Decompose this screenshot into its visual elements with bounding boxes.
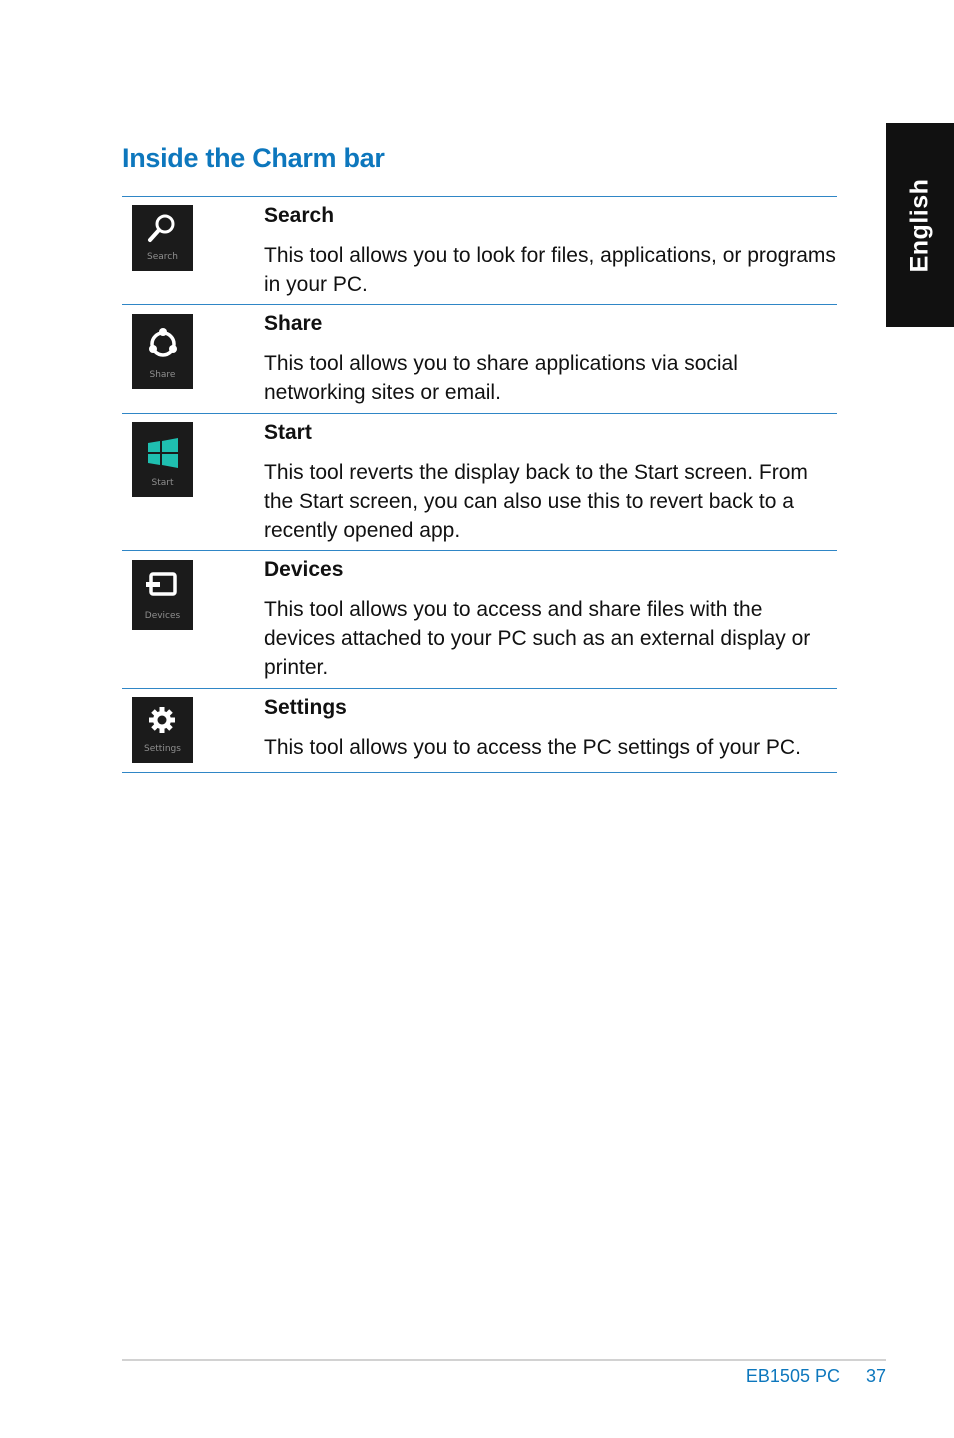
- charm-name: Devices: [264, 558, 344, 581]
- charm-row-search: [122, 197, 837, 305]
- charm-name: Settings: [264, 696, 347, 719]
- charm-row-devices: [122, 551, 837, 689]
- charm-description: This tool reverts the display back to the Start screen. From the Start screen, you can also use this to revert back to a recently opened app.: [264, 461, 808, 542]
- language-label: English: [905, 178, 934, 272]
- charm-row-start: [122, 414, 837, 551]
- devices-icon: [132, 560, 193, 630]
- charm-icon-caption: Search: [147, 252, 178, 262]
- charm-name: Search: [264, 204, 335, 227]
- section-title: Inside the Charm bar: [122, 143, 385, 173]
- charm-table: [122, 196, 837, 773]
- charm-icon-caption: Settings: [144, 744, 181, 754]
- charm-icon-caption: Start: [151, 478, 174, 488]
- charm-description: This tool allows you to access and share files with the devices attached to your PC such as an external display or printer.: [264, 598, 811, 679]
- charm-description: This tool allows you to share applications via social networking sites or email.: [264, 352, 738, 404]
- charm-description: This tool allows you to access the PC settings of your PC.: [264, 736, 801, 759]
- footer-product: EB1505 PC: [745, 1366, 840, 1386]
- windows-start-icon: [132, 422, 193, 497]
- language-tab: [886, 123, 954, 327]
- charm-name: Share: [264, 312, 323, 335]
- charm-description: This tool allows you to look for files, applications, or programs in your PC.: [264, 244, 836, 296]
- page-footer: [746, 1366, 886, 1387]
- charm-name: Start: [264, 421, 312, 444]
- page-number: 37: [865, 1366, 886, 1386]
- share-icon: [132, 314, 193, 389]
- gear-icon: [132, 697, 193, 763]
- charm-icon-caption: Devices: [144, 611, 181, 621]
- search-icon: [132, 205, 193, 271]
- charm-icon-caption: Share: [149, 370, 176, 380]
- charm-row-share: [122, 305, 837, 414]
- charm-row-settings: [122, 689, 837, 773]
- footer-divider: [122, 1359, 886, 1361]
